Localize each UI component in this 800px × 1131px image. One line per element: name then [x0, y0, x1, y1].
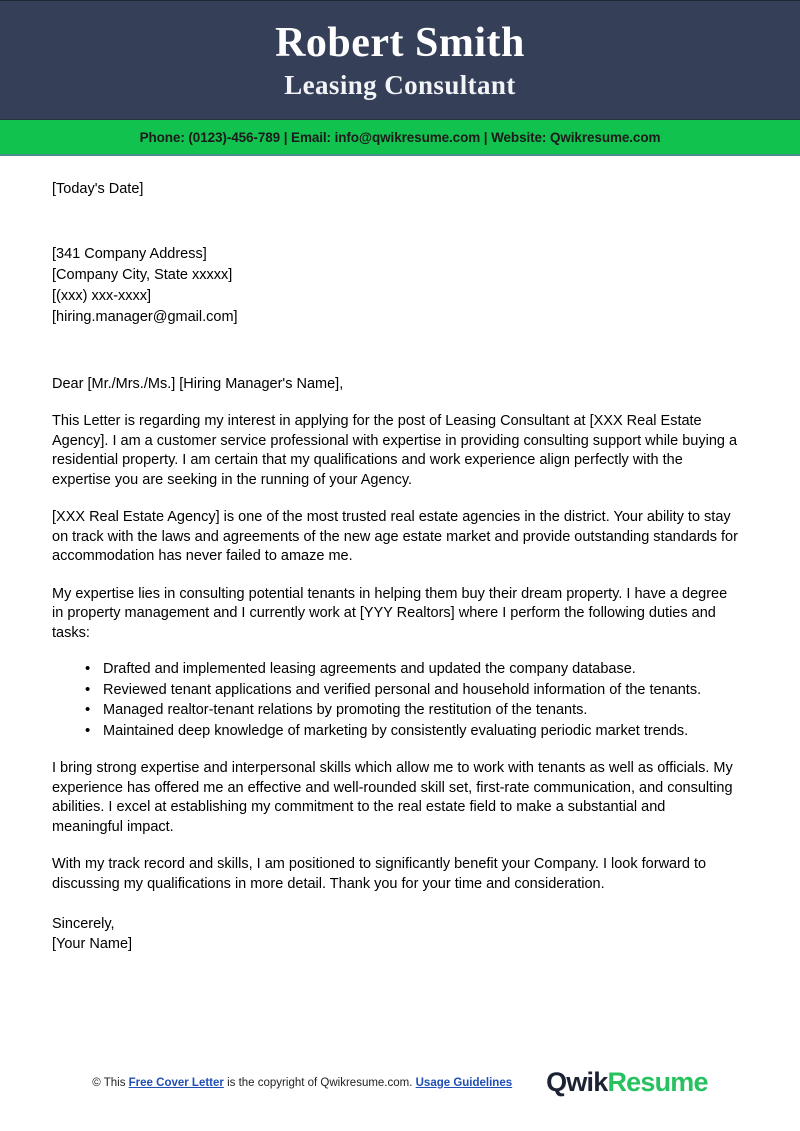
signoff-block	[52, 914, 740, 954]
closing-paragraph-2: With my track record and skills, I am positioned to significantly benefit your Company. I look forward to discussing my qualifications in more detail. Thank you for your time and consideration.	[52, 856, 707, 892]
copyright-prefix: © This	[92, 1076, 129, 1089]
signature-name: [Your Name]	[52, 936, 133, 952]
recipient-email-line: [hiring.manager@gmail.com]	[52, 309, 238, 325]
free-cover-letter-link[interactable]: Free Cover Letter	[128, 1076, 224, 1089]
contact-line: Phone: (0123)-456-789 | Email: info@qwikresume.com | Website: Qwikresume.com	[139, 129, 661, 145]
recipient-block	[52, 244, 740, 328]
closing-paragraph-1: I bring strong expertise and interpersonal skills which allow me to work with tenants as well as officials. My experience has offered me an effective and well-rounded skill set, first-rate communication, and consulting abilities. I excel at establishing my commitment to the real estate field to make a substantial and meaningful impact.	[52, 760, 733, 835]
applicant-name: Robert Smith	[275, 19, 525, 66]
list-item: • Maintained deep knowledge of marketing by consistently evaluating periodic market trends.	[85, 722, 740, 742]
date-line: [Today's Date]	[52, 181, 144, 197]
recipient-city-line: [Company City, State xxxxx]	[52, 267, 233, 283]
letter-body	[0, 180, 800, 954]
duties-list	[52, 660, 740, 741]
usage-guidelines-link[interactable]: Usage Guidelines	[415, 1076, 513, 1089]
header-band	[0, 0, 800, 120]
copyright-notice	[92, 1076, 512, 1090]
list-item: • Reviewed tenant applications and verified personal and household information of the tenants.	[85, 681, 740, 701]
list-item: • Managed realtor-tenant relations by promoting the restitution of the tenants.	[85, 701, 740, 721]
qwikresume-logo[interactable]	[546, 1069, 708, 1096]
logo-text-resume: Resume	[607, 1067, 708, 1097]
signoff-label: Sincerely,	[52, 916, 115, 932]
contact-band	[0, 120, 800, 156]
footer-inner	[92, 1069, 707, 1096]
salutation: Dear [Mr./Mrs./Ms.] [Hiring Manager's Name],	[52, 376, 344, 392]
recipient-address-line: [341 Company Address]	[52, 246, 207, 262]
list-item: • Drafted and implemented leasing agreements and updated the company database.	[85, 660, 740, 680]
recipient-phone-line: [(xxx) xxx-xxxx]	[52, 288, 152, 304]
applicant-job-title: Leasing Consultant	[284, 69, 516, 100]
body-paragraph-1: This Letter is regarding my interest in applying for the post of Leasing Consultant at [XXX Real Estate Agency]. I am a customer service professional with expertise in providing consulting support while buying a residential property. I am certain that my qualifications and work experience align perfectly with the expertise you are seeking in the running of your Agency.	[52, 413, 738, 488]
page-footer	[0, 1035, 800, 1131]
body-paragraph-3: My expertise lies in consulting potential tenants in helping them buy their dream property. I have a degree in property management and I currently work at [YYY Realtors] where I perform the following duties and tasks:	[52, 585, 728, 641]
body-paragraph-2: [XXX Real Estate Agency] is one of the most trusted real estate agencies in the district. Your ability to stay on track with the laws and agreements of the new age estate market and provide outstanding standards for accommodation has never failed to amaze me.	[52, 509, 738, 564]
copyright-middle: is the copyright of Qwikresume.com.	[223, 1076, 416, 1089]
logo-text-qwik: Qwik	[546, 1067, 608, 1097]
